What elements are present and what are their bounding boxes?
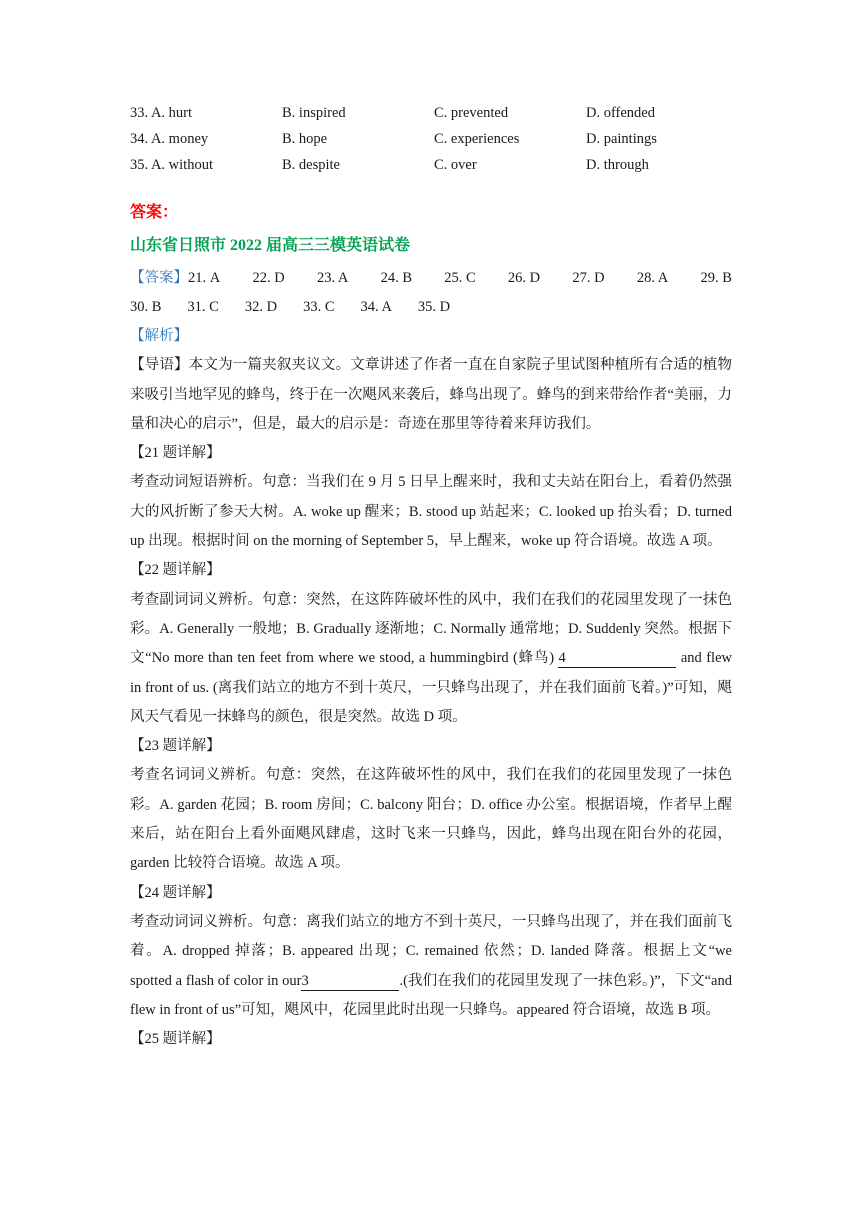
option-b: B. hope: [282, 131, 328, 147]
option-a: 34. A. money: [130, 131, 209, 147]
q21-explanation: 考查动词短语辨析。句意：当我们在 9 月 5 日早上醒来时，我和丈夫站在阳台上，看着仍然强大的风折断了参天大树。A. woke up 醒来；B. stood up 站起来；C. looked up 抬头看；D. turned up 出现。根据时间 on the morning of September 5，早上醒来，woke up 符合语境。故选 A 项。: [130, 474, 732, 550]
answer-item: 22. D: [252, 270, 285, 286]
option-b: B. despite: [282, 157, 340, 173]
answer-item: 28. A: [636, 270, 669, 286]
option-d: D. offended: [586, 105, 655, 121]
q21-heading: 【21 题详解】: [130, 445, 221, 462]
q24-explanation: 考查动词词义辨析。句意：离我们站立的地方不到十英尺，一只蜂鸟出现了，并在我们面前飞着。A. dropped 掉落；B. appeared 出现；C. remained 依然；D. landed 降落。根据上文“we spotted a flash of color in our3 .(我们在我们的花园里发现了一抹色彩。)”，下文“and flew in front of us”可知，飓风中，花园里此时出现一只蜂鸟。appeared 符合语境，故选 B 项。: [130, 913, 732, 1018]
option-d: D. through: [586, 157, 649, 173]
option-a: 33. A. hurt: [130, 105, 193, 121]
q23-explanation: 考查名词词义辨析。句意：突然，在这阵破坏性的风中，我们在我们的花园里发现了一抹色彩。A. garden 花园；B. room 房间；C. balcony 阳台；D. office 办公室。根据语境，作者早上醒来后，站在阳台上看外面飓风肆虐，这时飞来一只蜂鸟，因此，蜂鸟出现在阳台外的花园，garden 比较符合语境。故选 A 项。: [130, 767, 732, 872]
q25-heading: 【25 题详解】: [130, 1031, 221, 1048]
option-c: C. prevented: [434, 105, 509, 121]
answer-item: 34. A: [360, 299, 392, 315]
answer-item: 21. A: [188, 270, 221, 286]
answer-item: 23. A: [316, 270, 349, 286]
option-row-33: [130, 100, 732, 126]
paper-title: 山东省日照市 2022 届高三三模英语试卷: [130, 237, 411, 254]
answer-item: 25. C: [444, 270, 476, 286]
blank-3: 3: [301, 972, 399, 991]
option-c: C. experiences: [434, 131, 520, 147]
answer-item: 31. C: [187, 299, 219, 315]
option-b: B. inspired: [282, 105, 346, 121]
answer-item: 26. D: [507, 270, 541, 286]
answer-tag: 【答案】21. A: [130, 270, 221, 286]
option-c: C. over: [434, 157, 477, 173]
intro-paragraph: 【导语】本文为一篇夹叙夹议文。文章讲述了作者一直在自家院子里试图种植所有合适的植物来吸引当地罕见的蜂鸟，终于在一次飓风来袭后，蜂鸟出现了。蜂鸟的到来带给作者“美丽，力量和决心的启示”，但是，最大的启示是：奇迹在那里等待着来拜访我们。: [130, 357, 732, 432]
option-row-34: [130, 126, 732, 152]
option-row-35: [130, 152, 732, 178]
option-a: 35. A. without: [130, 157, 213, 173]
q22-explanation: 考查副词词义辨析。句意：突然，在这阵阵破坏性的风中，我们在我们的花园里发现了一抹色彩。A. Generally 一般地；B. Gradually 逐渐地；C. Normally 通常地；D. Suddenly 突然。根据下文“No more than ten feet from where we stood, a hummingbird (蜂鸟) 4 and flew in front of us. (离我们站立的地方不到十英尺，一只蜂鸟出现了，并在我们面前飞着。)”可知，飓风天气看见一抹蜂鸟的颜色，很是突然。故选 D 项。: [130, 591, 732, 725]
answer-key-line-2: [130, 293, 732, 322]
q24-heading: 【24 题详解】: [130, 884, 221, 901]
document-page: [130, 100, 732, 1054]
q23-heading: 【23 题详解】: [130, 738, 221, 755]
answer-key-line-1: [130, 264, 732, 293]
answer-item: 30. B: [130, 299, 162, 315]
analysis-tag: 【解析】: [130, 328, 188, 344]
option-d: D. paintings: [586, 131, 657, 147]
q22-heading: 【22 题详解】: [130, 562, 221, 579]
answer-item: 35. D: [417, 299, 451, 315]
answer-item: 33. C: [303, 299, 335, 315]
answer-item: 24. B: [380, 270, 413, 286]
answer-label: 答案：: [130, 204, 179, 221]
answer-item: 29. B: [700, 270, 732, 286]
answer-item: 27. D: [572, 270, 605, 286]
answer-item: 32. D: [244, 299, 278, 315]
blank-4: 4: [558, 649, 676, 668]
